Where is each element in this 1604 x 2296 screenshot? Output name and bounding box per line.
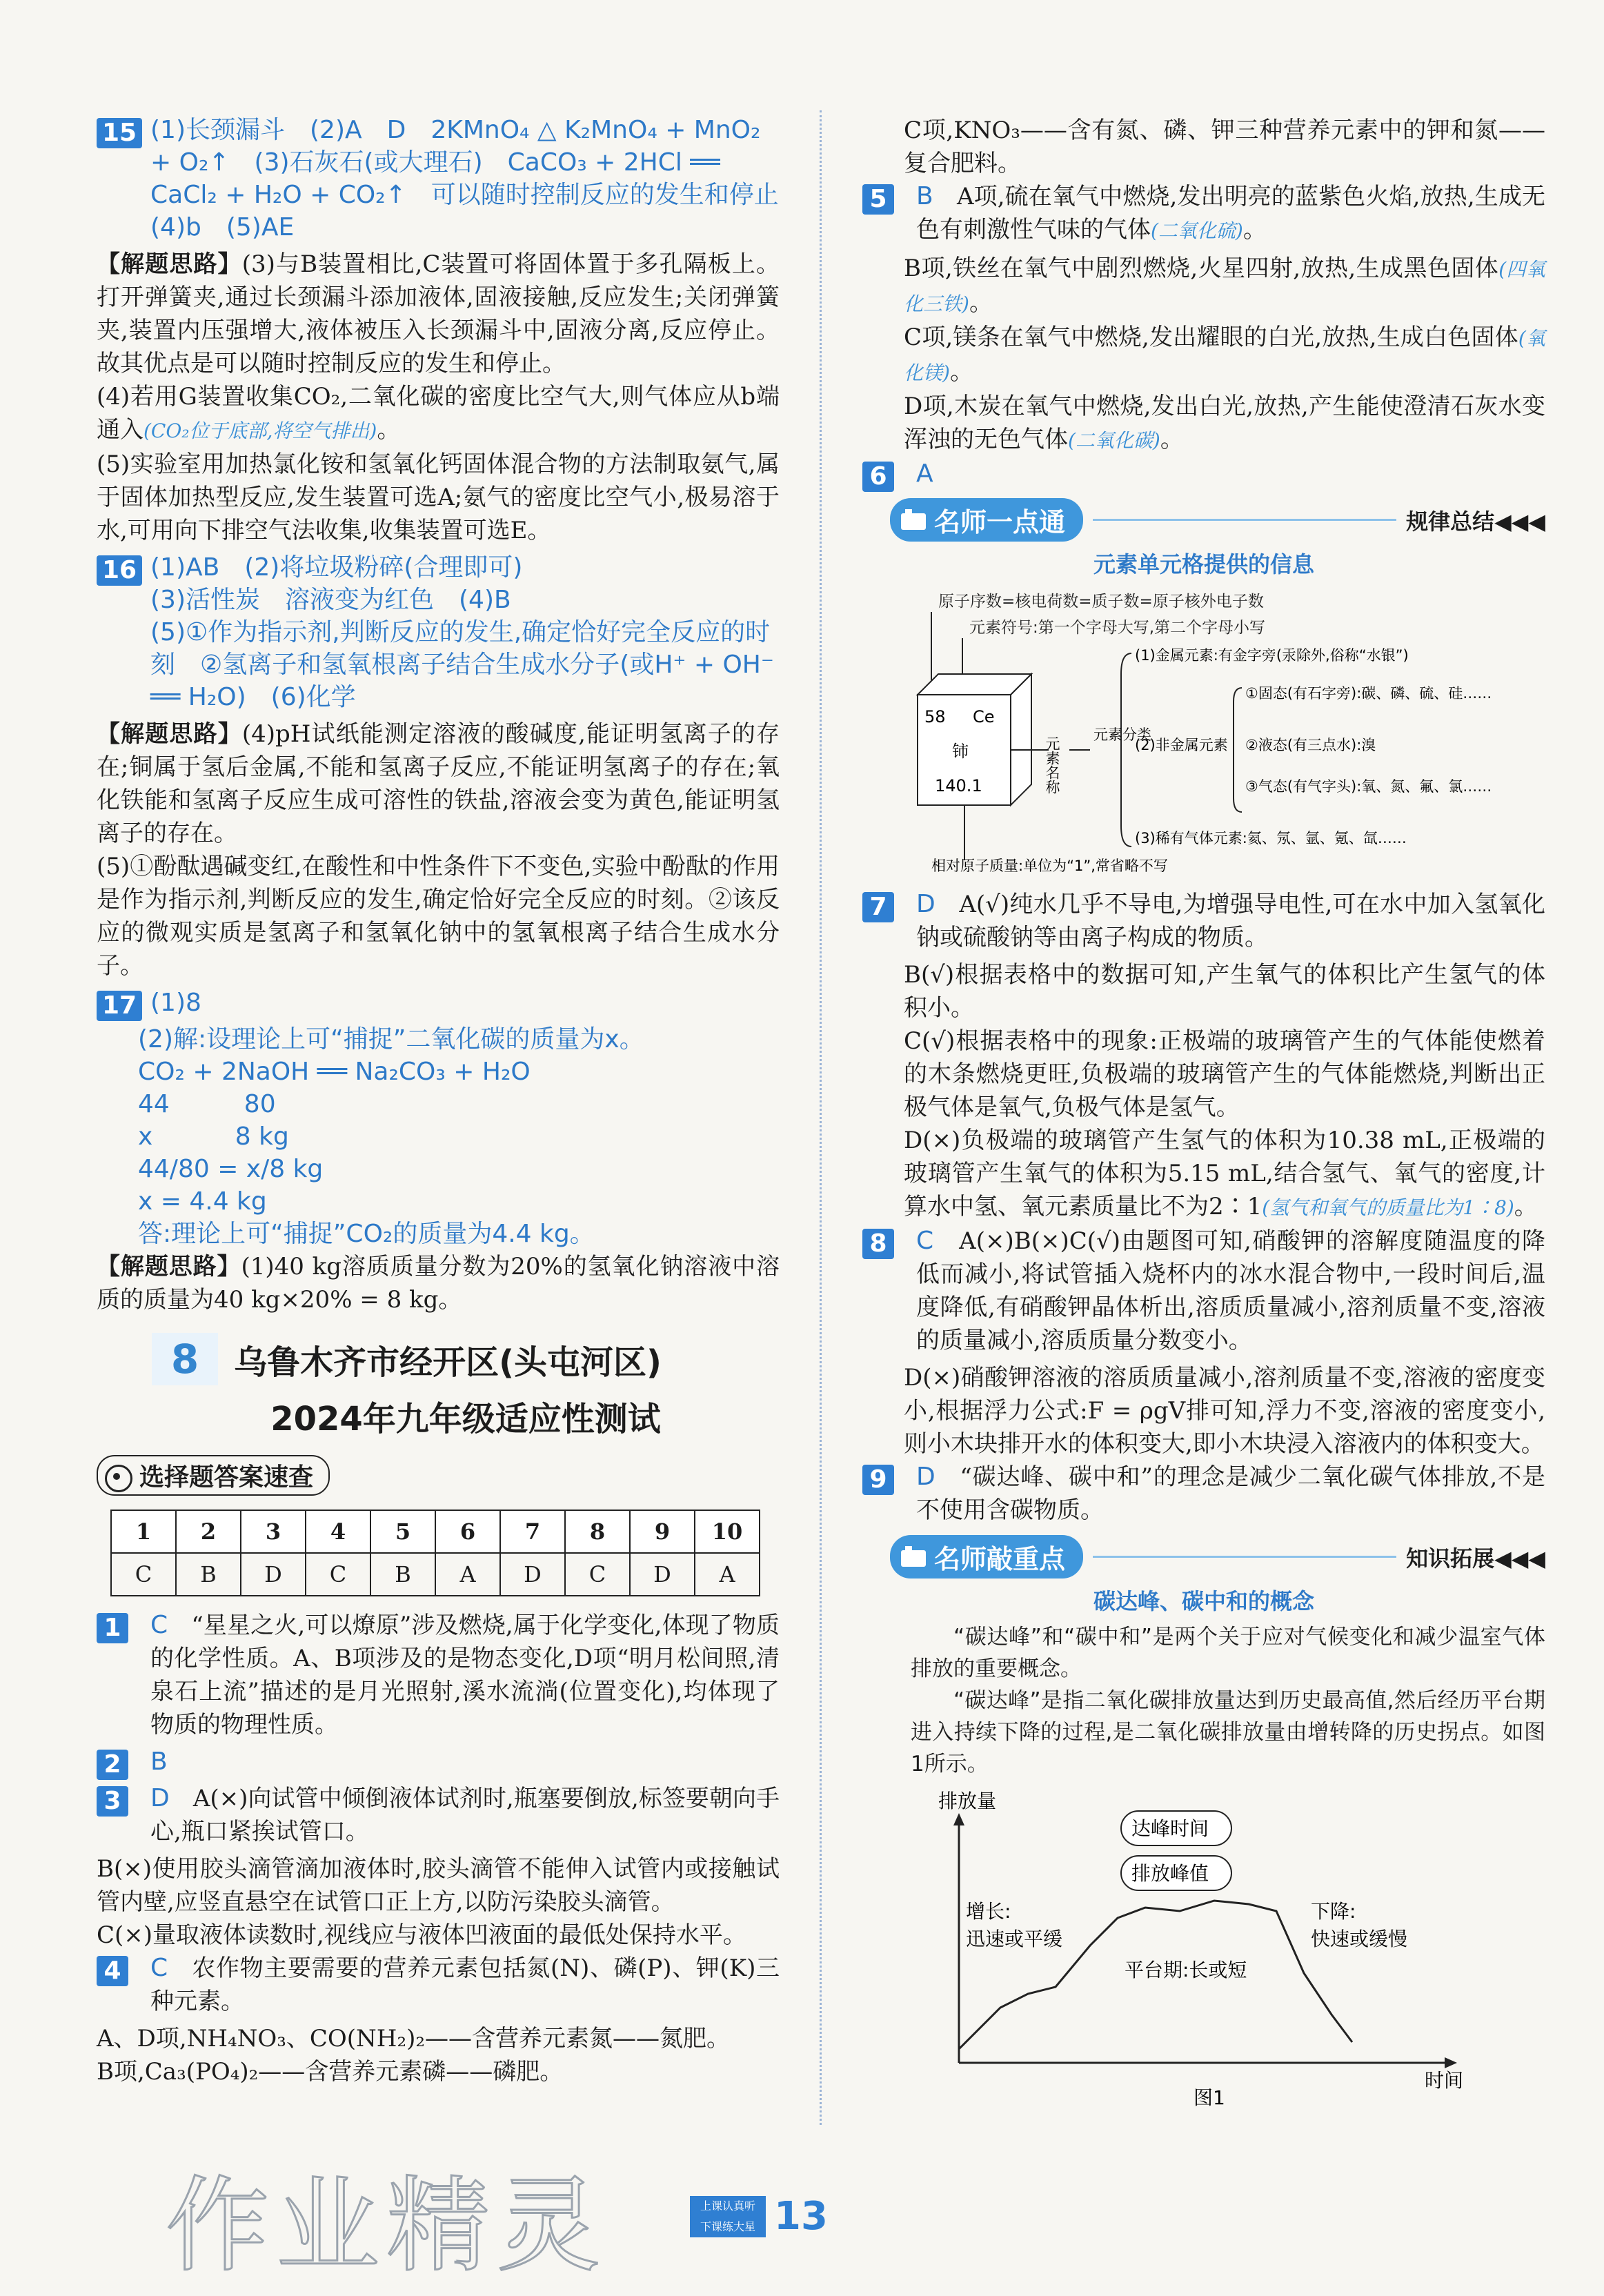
answer-key-number: 2 (176, 1510, 241, 1553)
carbon-peak-figure (918, 1780, 1538, 2111)
question-8 (862, 1225, 1545, 1357)
box-paragraph: “碳达峰”是指二氧化碳排放量达到历史最高值,然后经历平台期进入持续下降的过程,是二氧化碳排放量由增转降的历史拐点。如图1所示。 (911, 1688, 1545, 1777)
fall-label: 快速或缓慢 (1311, 1928, 1408, 1950)
answer-key-number: 8 (565, 1510, 630, 1553)
question-number: 6 (862, 462, 894, 492)
solution-text: D(×)负极端的玻璃管产生氢气的体积为10.38 mL,正极端的玻璃管产生氧气的体积为5.15 mL,结合氢气、氧气的密度,计算水中氢、氧元素质量比不为2∶1 (904, 1127, 1545, 1220)
question-7 (862, 888, 1545, 954)
solution-16-p2: (5)①酚酞遇碱变红,在酸性和中性条件下不变色,实验中酚酞的作用是作为指示剂,判断反应的发生,确定恰好完全反应的时刻。②该反应的微观实质是氢离子和氢氧化钠中的氢氧根离子结合生成水分子。 (97, 853, 780, 980)
solution-text: 。 (1242, 216, 1267, 244)
solution-text: D项,木炭在氧气中燃烧,发出白光,放热,产生能使澄清石灰水变浑浊的无色气体 (904, 393, 1545, 453)
page-slogan (690, 2196, 766, 2237)
solution-5-b (862, 252, 1545, 321)
answer-text: (1)AB (2)将垃圾粉碎(合理即可) (150, 553, 523, 582)
answer-key-number: 1 (111, 1510, 176, 1553)
tip-badge (890, 1535, 1083, 1578)
solution-3-c: C(×)量取液体读数时,视线应与液体凹液面的最低处保持水平。 (97, 1921, 746, 1949)
watermark-logo: 作业精灵 (166, 2166, 608, 2286)
solution-text: 农作物主要需要的营养元素包括氮(N)、磷(P)、钾(K)三种元素。 (150, 1954, 780, 2015)
tip-label: 【解题思路】 (97, 1253, 241, 1280)
element-cell-diagram (904, 584, 1525, 874)
answer-key-answer: B (176, 1553, 241, 1596)
calc-line: 44/80 = x/8 kg (138, 1155, 324, 1183)
question-16 (97, 551, 780, 713)
question-number: 7 (862, 892, 894, 922)
handwritten-note: (氧化镁) (904, 327, 1545, 384)
class-item: (3)稀有气体元素:氦、氖、氩、氪、氙…… (1135, 830, 1407, 847)
right-column (862, 114, 1545, 2114)
box-title: 碳达峰、碳中和的概念 (1093, 1588, 1314, 1614)
question-6 (862, 457, 1545, 490)
solution-text: A(×)B(×)C(√)由题图可知,硝酸钾的溶解度随温度的降低而减小,将试管插入烧杯内的冰水混合物中,一段时间后,温度降低,有硝酸钾晶体析出,溶质质量减小,溶剂质量不变,溶液的质量减小,溶质质量分数变小。 (916, 1227, 1546, 1354)
solution-4-cont: C项,KNO₃——含有氮、磷、钾三种营养元素中的钾和氮——复合肥料。 (904, 117, 1545, 177)
class-subitem: ③气态(有气字头):氧、氮、氟、氯…… (1245, 778, 1492, 795)
column-divider (820, 110, 822, 2125)
section-number: 8 (152, 1333, 218, 1385)
diagram-label: 元素符号:第一个字母大写,第二个字母小写 (969, 619, 1266, 637)
answer-key-table (110, 1510, 760, 1596)
answer-key-number: 9 (630, 1510, 695, 1553)
solution-8-b: D(×)硝酸钾溶液的溶质质量减小,溶剂质量不变,溶液的密度变小,根据浮力公式:F = ρgV排可知,浮力不变,溶液的密度变小,则小木块排开水的体积变大,即小木块浸入溶液内的体积变大。 (904, 1364, 1545, 1458)
y-axis-label: 排放量 (938, 1790, 997, 1812)
solution-text: (4)pH试纸能测定溶液的酸碱度,能证明氢离子的存在;铜属于氢后金属,不能和氢离子反应,不能证明氢离子的存在;氧化铁能和氢离子反应生成可溶性的铁盐,溶液会变为黄色,能证明氢离子的存在。 (97, 720, 780, 847)
solution-text: (3)与B装置相比,C装置可将固体置于多孔隔板上。打开弹簧夹,通过长颈漏斗添加液体,固液接触,反应发生;关闭弹簧夹,装置内压强增大,液体被压入长颈漏斗中,固液分离,反应停止。故其优点是可以随时控制反应的发生和停止。 (97, 250, 780, 377)
solution-text: “碳达峰、碳中和”的理念是减少二氧化碳气体排放,不是不使用含碳物质。 (916, 1463, 1545, 1524)
tag-peak-time: 达峰时间 (1131, 1817, 1209, 1840)
question-body (150, 1952, 780, 2018)
question-body (916, 1461, 1545, 1527)
solution-text: 。 (377, 416, 401, 444)
question-body (916, 888, 1545, 954)
cell-name: 铈 (952, 742, 969, 761)
answer-letter: D (916, 890, 935, 918)
solution-3-b: B(×)使用胶头滴管滴加液体时,胶头滴管不能伸入试管内或接触试管内壁,应竖直悬空在试管口正上方,以防污染胶头滴管。 (97, 1855, 780, 1916)
rule-line (1093, 1556, 1396, 1558)
box-paragraph: “碳达峰”和“碳中和”是两个关于应对气候变化和减少温室气体排放的重要概念。 (911, 1625, 1545, 1681)
solution-text: 。 (969, 289, 993, 317)
answer-letter: D (150, 1784, 170, 1812)
solution-16-p1 (97, 718, 780, 850)
tip-box-header (890, 498, 1545, 542)
figure-caption: 图1 (1194, 2086, 1225, 2109)
answer-key-answer: B (370, 1553, 435, 1596)
calc-line: x 8 kg (138, 1122, 289, 1151)
solution-7-b: B(√)根据表格中的数据可知,产生氧气的体积比产生氢气的体积小。 (904, 961, 1545, 1022)
solution-text: (4)若用G装置收集CO₂,二氧化碳的密度比空气大,则气体应从b端通入 (97, 383, 780, 444)
calc-line: 答:理论上可“捕捉”CO₂的质量为4.4 kg。 (138, 1220, 595, 1248)
answer-letter: B (150, 1748, 168, 1776)
fall-label: 下降: (1311, 1900, 1356, 1923)
calc-block (97, 1023, 780, 1250)
handwritten-note: (氢气和氧气的质量比为1∶8) (1262, 1196, 1514, 1219)
answer-letter: B (916, 182, 933, 210)
answer-key-number: 3 (241, 1510, 306, 1553)
question-number: 2 (97, 1750, 128, 1780)
solution-text: 。 (1514, 1193, 1538, 1220)
section-subtitle: 2024年九年级适应性测试 (270, 1400, 661, 1438)
box-title: 元素单元格提供的信息 (1093, 551, 1314, 577)
handwritten-note: (二氧化碳) (1068, 429, 1160, 452)
cell-mass: 140.1 (935, 776, 982, 795)
question-4 (97, 1952, 780, 2018)
rise-label: 增长: (966, 1900, 1011, 1923)
answer-text: (1)8 (150, 989, 201, 1017)
rise-label: 迅速或平缓 (966, 1928, 1063, 1950)
question-17 (97, 987, 780, 1019)
question-body (150, 1782, 780, 1848)
solution-15-p2 (97, 380, 780, 448)
plateau-label: 平台期:长或短 (1125, 1959, 1247, 1981)
solution-7-d (862, 1124, 1545, 1225)
answer-key-answer: D (630, 1553, 695, 1596)
question-1 (97, 1609, 780, 1741)
question-body (916, 180, 1545, 248)
tip-badge (890, 498, 1083, 542)
x-axis-label: 时间 (1425, 2069, 1464, 2092)
box-kind: 规律总结◀◀◀ (1406, 508, 1545, 535)
slogan-line: 上课认真听 (700, 2199, 755, 2213)
solution-7-c: C(√)根据表格中的现象:正极端的玻璃管产生的气体能使燃着的木条燃烧更旺,负极端的玻璃管产生的气体能燃烧,判断出正极气体是氧气,负极气体是氢气。 (904, 1027, 1545, 1121)
solution-text: 。 (949, 358, 973, 386)
diagram-label: 原子序数=核电荷数=质子数=原子核外电子数 (938, 593, 1264, 611)
solution-15-p1 (97, 248, 780, 380)
tip-label: 【解题思路】 (97, 250, 242, 278)
solution-5-c (862, 321, 1545, 390)
solution-17-p1 (97, 1250, 780, 1316)
cell-symbol: Ce (973, 707, 995, 726)
solution-text: A(×)向试管中倾倒液体试剂时,瓶塞要倒放,标签要朝向手心,瓶口紧挨试管口。 (150, 1785, 780, 1845)
cell-number: 58 (924, 707, 946, 726)
solution-text: A项,硫在氧气中燃烧,发出明亮的蓝紫色火焰,放热,生成无色有刺激性气味的气体 (916, 183, 1545, 244)
left-column (97, 114, 804, 2088)
answer-key-answer-row (111, 1553, 760, 1596)
tag-peak-value: 排放峰值 (1131, 1862, 1209, 1885)
badge-text: 名师敲重点 (934, 1544, 1066, 1574)
class-subitem: ②液态(有三点水):溴 (1245, 737, 1376, 753)
answer-text: (5)①作为指示剂,判断反应的发生,确定恰好完全反应的时刻 ②氢离子和氢氧根离子结合生成水分子(或H⁺ + OH⁻ ══ H₂O) (6)化学 (150, 618, 774, 711)
question-9 (862, 1461, 1545, 1527)
handwritten-note: (CO₂位于底部,将空气排出) (143, 419, 377, 442)
section-title: 乌鲁木齐市经开区(头屯河区) (234, 1343, 662, 1382)
answer-letter: C (150, 1611, 168, 1639)
answer-key-answer: C (306, 1553, 370, 1596)
question-number: 4 (97, 1956, 128, 1986)
tip-label: 【解题思路】 (97, 720, 242, 748)
solution-text: 。 (1160, 426, 1184, 453)
solution-4-b: A、D项,NH₄NO₃、CO(NH₂)₂——含营养元素氮——氮肥。 (97, 2025, 730, 2052)
class-item: (1)金属元素:有金字旁(汞除外,俗称“水银”) (1135, 647, 1409, 664)
calc-line: x = 4.4 kg (138, 1187, 267, 1216)
solution-text: A(√)纯水几乎不导电,为增强导电性,可在水中加入氢氧化钠或硫酸钠等由离子构成的物质。 (916, 891, 1545, 951)
class-item: (2)非金属元素 (1135, 737, 1228, 753)
question-number: 1 (97, 1613, 128, 1643)
solution-5-d (862, 390, 1545, 457)
question-number: 5 (862, 184, 894, 215)
answer-letter: A (916, 459, 933, 488)
answer-letter: C (150, 1954, 168, 1982)
quick-check-text: 选择题答案速查 (139, 1463, 314, 1492)
page-number (690, 2194, 828, 2239)
class-subitem: ①固态(有石字旁):碳、磷、硫、硅…… (1245, 685, 1492, 702)
solution-15-p3: (5)实验室用加热氯化铵和氢氧化钙固体混合物的方法制取氨气,属于固体加热型反应,发生装置可选A;氨气的密度比空气小,极易溶于水,可用向下排空气法收集,收集装置可选E。 (97, 451, 780, 544)
answer-key-answer: D (500, 1553, 565, 1596)
question-2 (97, 1745, 780, 1778)
question-15 (97, 114, 804, 244)
question-body (150, 1609, 780, 1741)
calc-line: (2)解:设理论上可“捕捉”二氧化碳的质量为x。 (138, 1025, 644, 1053)
answer-key-answer: C (565, 1553, 630, 1596)
answer-key-answer: C (111, 1553, 176, 1596)
answer-text: (3)活性炭 溶液变为红色 (4)B (150, 586, 511, 614)
answer-key-answer: A (435, 1553, 500, 1596)
book-icon (898, 1543, 929, 1571)
question-number: 8 (862, 1229, 894, 1259)
question-number: 17 (97, 991, 142, 1021)
handwritten-note: (二氧化硫) (1151, 219, 1243, 242)
vertical-label: 元素分类 (1093, 726, 1151, 743)
answer-key-number: 10 (695, 1510, 760, 1553)
book-icon (898, 506, 929, 534)
answer-key-number: 6 (435, 1510, 500, 1553)
answer-text: (1)长颈漏斗 (2)A D 2KMnO₄ △ K₂MnO₄ + MnO₂ + O₂↑ (3)石灰石(或大理石) CaCO₃ + 2HCl ══ CaCl₂ + H₂O + CO₂↑ 可以随时控制反应的发生和停止 (4)b (5)AE (150, 116, 804, 241)
diagram-label: 相对原子质量:单位为“1”,常省略不写 (931, 858, 1168, 874)
calc-line: CO₂ + 2NaOH ══ Na₂CO₃ + H₂O (138, 1058, 531, 1086)
answer-letter: D (916, 1463, 935, 1491)
solution-text: C项,镁条在氧气中燃烧,发出耀眼的白光,放热,生成白色固体 (904, 324, 1518, 351)
solution-text: “星星之火,可以燎原”涉及燃烧,属于化学变化,体现了物质的化学性质。A、B项涉及的是物态变化,D项“明月松间照,清泉石上流”描述的是月光照射,溪水流淌(位置变化),均体现了物质的物理性质。 (150, 1612, 780, 1739)
answer-key-header-row (111, 1510, 760, 1553)
handwritten-note: (四氧化三铁) (904, 258, 1545, 315)
section-header (97, 1333, 780, 1440)
answer-key-number: 7 (500, 1510, 565, 1553)
quick-check-label (97, 1455, 330, 1496)
solution-text: B项,铁丝在氧气中剧烈燃烧,火星四射,放热,生成黑色固体 (904, 255, 1499, 282)
vertical-label: 元素名称 (1044, 736, 1060, 794)
target-icon (105, 1465, 132, 1492)
question-3 (97, 1782, 780, 1848)
question-number: 15 (97, 118, 142, 148)
answer-key-number: 4 (306, 1510, 370, 1553)
page-number-text: 13 (774, 2194, 828, 2239)
question-number: 3 (97, 1786, 128, 1817)
tip-box-header (890, 1535, 1545, 1578)
badge-text: 名师一点通 (934, 507, 1066, 537)
question-number: 9 (862, 1465, 894, 1495)
rule-line (1093, 519, 1396, 521)
solution-text: (1)40 kg溶质质量分数为20%的氢氧化钠溶液中溶质的质量为40 kg×20% = 8 kg。 (97, 1253, 780, 1314)
answer-letter: C (916, 1227, 934, 1255)
question-body (916, 1225, 1545, 1357)
answer-key-answer: A (695, 1553, 760, 1596)
answer-key-number: 5 (370, 1510, 435, 1553)
solution-4-c: B项,Ca₃(PO₄)₂——含营养元素磷——磷肥。 (97, 2058, 564, 2086)
calc-line: 44 80 (138, 1090, 276, 1118)
question-5 (862, 180, 1545, 248)
question-number: 16 (97, 555, 142, 586)
box-kind: 知识拓展◀◀◀ (1406, 1545, 1545, 1572)
slogan-line: 下课练大星 (700, 2219, 755, 2233)
answer-key-answer: D (241, 1553, 306, 1596)
